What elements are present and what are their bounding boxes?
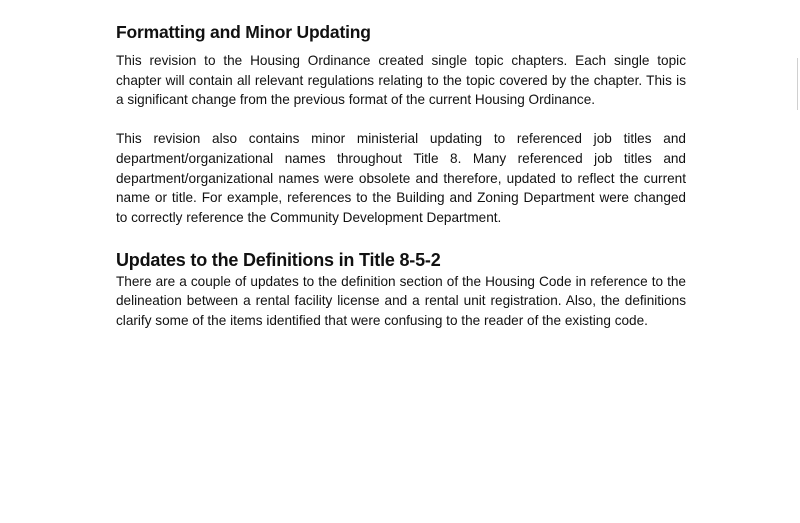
page-edge-mark (797, 58, 798, 110)
document-page (116, 20, 686, 331)
section-definitions (116, 248, 686, 331)
paragraph-ministerial-updating: This revision also contains minor ministerial updating to referenced job titles and department/organizational names throughout Title 8. Many referenced job titles and department/organizational names were obsolete and therefore, updated to reflect the current name or title. For example, references to the Building and Zoning Department were changed to correctly reference the Community Development Department. (116, 131, 686, 225)
paragraph-definition-updates: There are a couple of updates to the definition section of the Housing Code in reference to the delineation between a rental facility license and a rental unit registration. Also, the definitions clarify some of the items identified that were confusing to the reader of the existing code. (116, 273, 686, 329)
section-heading-definitions: Updates to the Definitions in Title 8-5-2 (116, 249, 441, 270)
section-formatting (116, 20, 686, 228)
section-heading-formatting: Formatting and Minor Updating (116, 22, 371, 42)
paragraph-single-topic-chapters: This revision to the Housing Ordinance created single topic chapters. Each single topic chapter will contain all relevant regulations relating to the topic covered by the chapter. This is a significant change from the previous format of the current Housing Ordinance. (116, 53, 686, 108)
